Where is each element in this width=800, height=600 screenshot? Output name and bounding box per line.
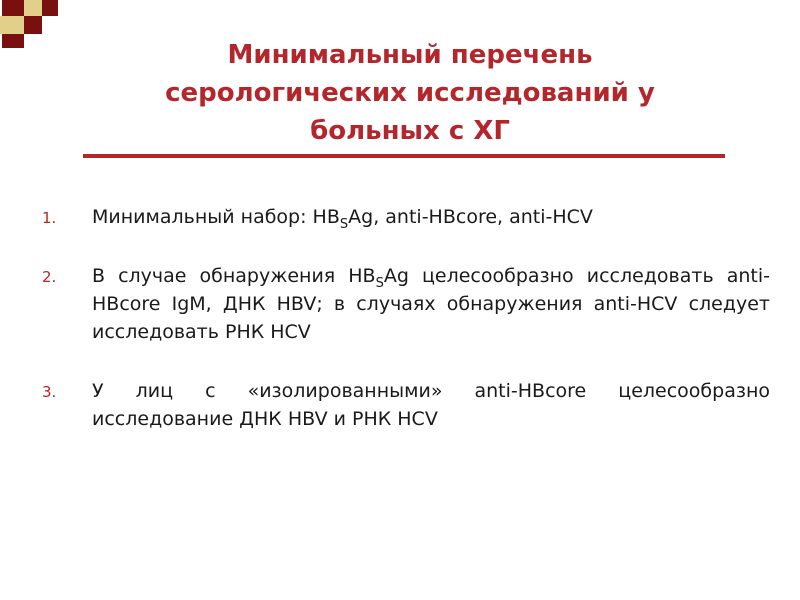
numbered-list [40,203,770,433]
decor-square [42,0,58,16]
decor-square [2,0,24,16]
list-item [40,377,770,433]
item-text: Минимальный набор: HB [92,206,340,228]
item-text: У лиц с «изолированными» anti-HBcore целесообразно исследование ДНК HBV и РНК HCV [92,380,770,430]
subscript: S [339,217,349,232]
slide-title [90,36,730,150]
decor-square [24,16,42,34]
decor-square [2,34,24,48]
list-item [40,203,770,231]
list-number: 2. [42,268,57,286]
decor-square [24,0,42,16]
title-line-3: больных с ХГ [310,116,510,146]
list-number: 1. [42,209,57,227]
title-underline [83,154,725,158]
item-text: Ag, anti-HBcore, anti-HCV [348,206,593,228]
list-item [40,262,770,346]
subscript: S [375,276,384,291]
title-line-1: Минимальный перечень [227,40,593,70]
title-line-2: серологических исследований у [165,78,655,108]
item-text: В случае обнаружения HB [92,265,376,287]
decor-square [0,16,24,34]
list-number: 3. [42,383,57,401]
item-text: Ag целесообразно исследовать anti-HBcore IgM, ДНК HBV; в случаях обнаружения anti-HCV следует исследовать РНК HCV [92,265,770,343]
